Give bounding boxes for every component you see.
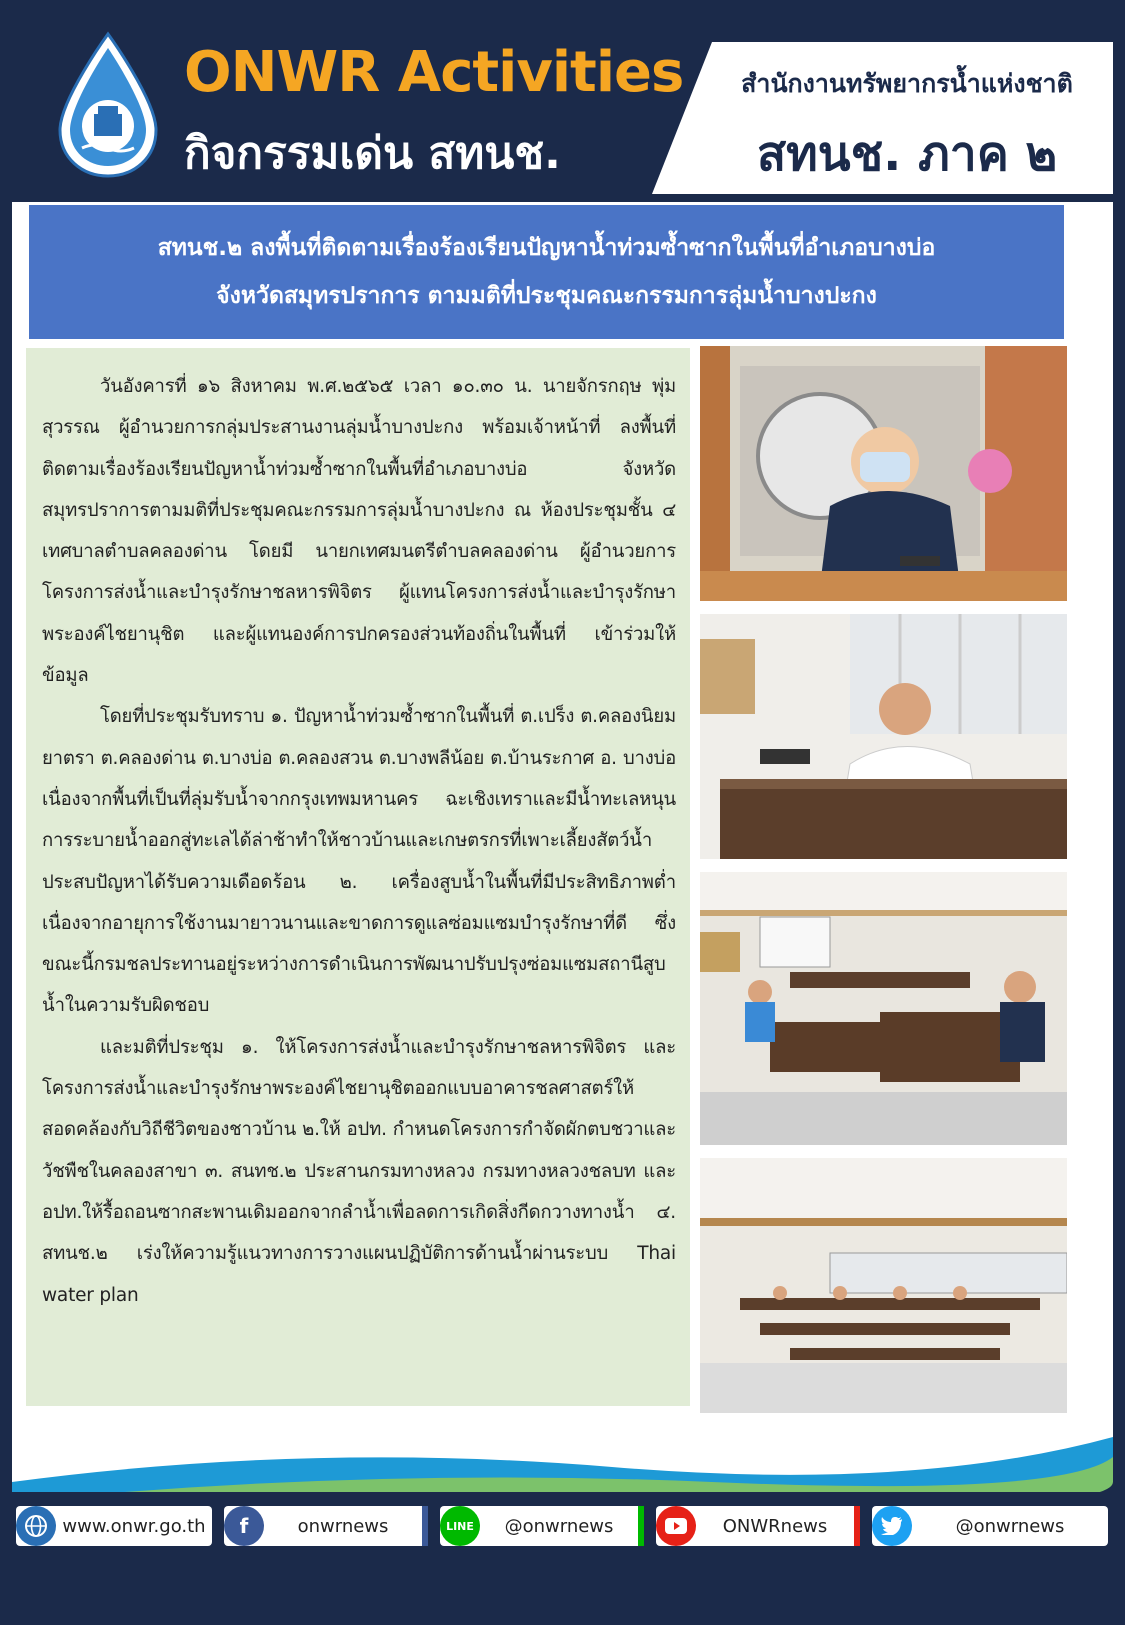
org-name: สำนักงานทรัพยากรน้ำแห่งชาติ bbox=[741, 69, 1073, 98]
facebook-accent-bar bbox=[422, 1506, 428, 1546]
youtube-link[interactable] bbox=[656, 1506, 860, 1546]
facebook-link-label: onwrnews bbox=[297, 1515, 389, 1537]
twitter-link-label: @onwrnews bbox=[955, 1515, 1065, 1537]
website-link[interactable] bbox=[16, 1506, 212, 1546]
photo-official-speaking bbox=[700, 614, 1067, 859]
header bbox=[12, 12, 1113, 202]
youtube-accent-bar bbox=[854, 1506, 860, 1546]
facebook-icon: f bbox=[224, 1506, 264, 1546]
line-icon: LINE bbox=[440, 1506, 480, 1546]
website-link-label: www.onwr.go.th bbox=[62, 1515, 206, 1537]
headline-line-2: จังหวัดสมุทรปราการ ตามมติที่ประชุมคณะกรรมการลุ่มน้ำบางปะกง bbox=[216, 283, 877, 309]
youtube-icon bbox=[656, 1506, 696, 1546]
photo-meeting-room-2 bbox=[700, 1158, 1067, 1413]
twitter-link[interactable] bbox=[872, 1506, 1108, 1546]
poster bbox=[12, 12, 1113, 1613]
article-paragraph-3: และมติที่ประชุม ๑. ให้โครงการส่งน้ำและบำรุงรักษาชลหารพิจิตร และโครงการส่งน้ำและบำรุงรักษาพระองค์ไชยานุชิตออกแบบอาคารชลศาสตร์ให้สอดคล้องกับวิถีชีวิตของชาวบ้าน ๒.ให้ อปท. กำหนดโครงการกำจัดผักตบชวาและวัชพืชในคลองสาขา ๓. สนทช.๒ ประสานกรมทางหลวง กรมทางหลวงชลบท และ อปท.ให้รื้อถอนซากสะพานเดิมออกจากลำน้ำเพื่อลดการเกิดสิ่งกีดกวางทางน้ำ ๔. สทนช.๒ เร่งให้ความรู้แนวทางการวางแผนปฏิบัติการด้านน้ำผ่านระบบ Thai water plan bbox=[42, 1036, 676, 1306]
photo-director-speaking bbox=[700, 346, 1067, 601]
twitter-icon bbox=[872, 1506, 912, 1546]
headline-line-1: สทนช.๒ ลงพื้นที่ติดตามเรื่องร้องเรียนปัญหาน้ำท่วมซ้ำซากในพื้นที่อำเภอบางบ่อ bbox=[157, 235, 936, 261]
photo-meeting-room-1 bbox=[700, 872, 1067, 1145]
header-title-th: กิจกรรมเด่น สทนช. bbox=[184, 128, 561, 179]
headline-banner bbox=[26, 202, 1067, 342]
facebook-link[interactable] bbox=[224, 1506, 428, 1546]
region-label: สทนช. ภาค ๒ bbox=[756, 126, 1058, 182]
article-body bbox=[26, 348, 690, 1406]
article-paragraph-1: วันอังคารที่ ๑๖ สิงหาคม พ.ศ.๒๕๖๕ เวลา ๑๐.๓๐ น. นายจักรกฤษ พุ่มสุวรรณ ผู้อำนวยการกลุ่มประสานงานลุ่มน้ำบางปะกง พร้อมเจ้าหน้าที่ ลงพื้นที่ติดตามเรื่องร้องเรียนปัญหาน้ำท่วมซ้ำซากในพื้นที่อำเภอบางบ่อ จังหวัดสมุทรปราการตามมติที่ประชุมคณะกรรมการลุ่มน้ำบางปะกง ณ ห้องประชุมชั้น ๔ เทศบาลตำบลคลองด่าน โดยมี นายกเทศมนตรีตำบลคลองด่าน ผู้อำนวยการโครงการส่งน้ำและบำรุงรักษาชลหารพิจิตร ผู้แทนโครงการส่งน้ำและบำรุงรักษาพระองค์ไชยานุชิต และผู้แทนองค์การปกครองส่วนท้องถิ่นในพื้นที่ เข้าร่วมให้ข้อมูล bbox=[42, 376, 676, 687]
line-link-label: @onwrnews bbox=[504, 1515, 614, 1537]
youtube-link-label: ONWRnews bbox=[722, 1515, 828, 1537]
line-link[interactable] bbox=[440, 1506, 644, 1546]
globe-icon bbox=[16, 1506, 56, 1546]
article-paragraph-2: โดยที่ประชุมรับทราบ ๑. ปัญหาน้ำท่วมซ้ำซากในพื้นที่ ต.เปร็ง ต.คลองนิยมยาตรา ต.คลองด่าน ต.บางบ่อ ต.คลองสวน ต.บางพลีน้อย ต.บ้านระกาศ อ. บางบ่อ เนื่องจากพื้นที่เป็นที่ลุ่มรับน้ำจากกรุงเทพมหานคร ฉะเชิงเทราและมีน้ำทะเลหนุนการระบายน้ำออกสู่ทะเลได้ล่าช้าทำให้ชาวบ้านและเกษตรกรที่เพาะเลี้ยงสัตว์น้ำประสบปัญหาได้รับความเดือดร้อน ๒. เครื่องสูบน้ำในพื้นที่มีประสิทธิภาพต่ำ เนื่องจากอายุการใช้งานมายาวนานและขาดการดูแลซ่อมแซมบำรุงรักษาที่ดี ซึ่งขณะนี้กรมชลประทานอยู่ระหว่างการดำเนินการพัฒนาปรับปรุงซ่อมแซมสถานีสูบน้ำในความรับผิดชอบ bbox=[42, 706, 676, 1017]
header-title-en: ONWR Activities bbox=[184, 40, 684, 105]
line-accent-bar bbox=[638, 1506, 644, 1546]
water-drop-emblem-icon bbox=[52, 30, 164, 180]
